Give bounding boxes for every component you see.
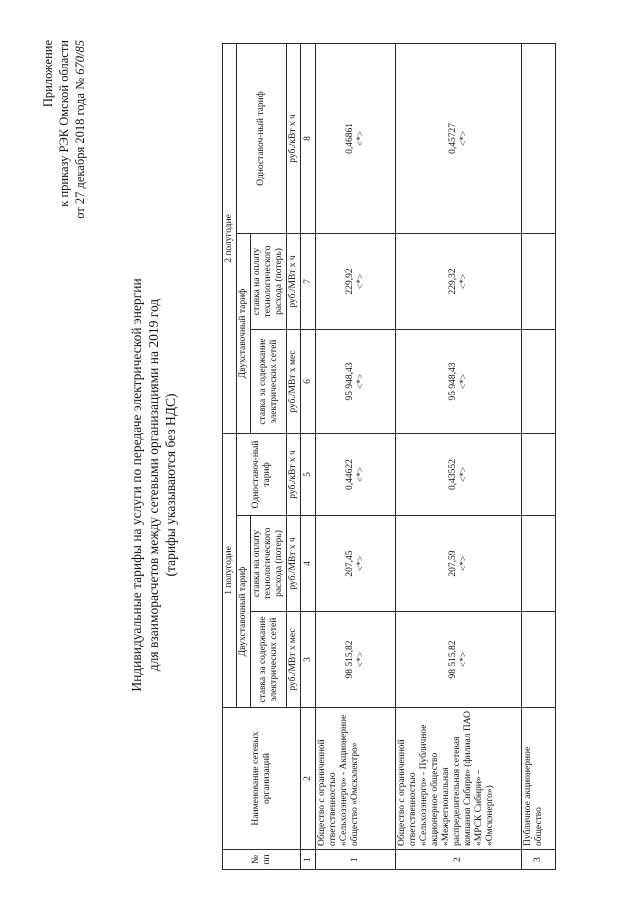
row-value-cell <box>316 329 396 433</box>
row-empty-cell <box>522 433 556 515</box>
header-losses-2: ставка на оплату технологического расхода (потерь) <box>251 233 287 329</box>
row-organization-name: Публичное акционерное общество <box>522 708 556 850</box>
appendix-order-number: 670/85 <box>73 40 87 75</box>
row-value: 207,45 <box>344 550 355 577</box>
row-value-cell <box>396 612 522 708</box>
header-two-rate-1: Двухставочный тариф <box>237 516 251 708</box>
header-name: Наименование сетевых организаций <box>223 708 301 850</box>
header-losses-1: ставка на оплату технологического расхода (потерь) <box>251 516 287 612</box>
appendix-date-text: от 27 декабря 2018 года № <box>73 77 87 219</box>
row-organization-name: Общество с ограниченной ответственностью «Сельхозэнерго» - Публичное акционерное общество «Межрегиональная распределительная сетевая компания Сибири» (филиал ПАО «МРСК Сибири» – «Омскэнерго») <box>396 708 522 850</box>
document-title <box>128 205 179 765</box>
row-num: 1 <box>316 850 396 870</box>
row-num: 3 <box>522 850 556 870</box>
col-index-2: 2 <box>301 708 316 850</box>
row-value: 207,59 <box>447 550 458 577</box>
col-index-1: 1 <box>301 850 316 870</box>
row-value: 0,45727 <box>447 123 458 154</box>
header-maintenance-2: ставка за содержание электрических сетей <box>251 329 287 433</box>
row-value-cell <box>396 516 522 612</box>
header-half-2: 2 полугодие <box>223 43 237 433</box>
row-value-cell <box>396 43 522 233</box>
row-empty-cell <box>522 612 556 708</box>
col-index-8: 8 <box>301 43 316 233</box>
unit-col-4: руб./МВт х ч <box>287 516 301 612</box>
header-one-rate-2: Одноставоч-ный тариф <box>237 43 287 233</box>
title-line-3: (тарифы указываются без НДС) <box>163 393 178 577</box>
unit-col-8: руб./кВт х ч <box>287 43 301 233</box>
table-row <box>396 43 522 869</box>
row-value-cell <box>316 516 396 612</box>
row-value: 98 515,82 <box>447 640 458 679</box>
unit-col-6: руб./МВт х мес <box>287 329 301 433</box>
row-note: <*> <box>355 130 366 147</box>
table-row <box>522 43 556 869</box>
row-value: 229,32 <box>447 268 458 295</box>
row-value-cell <box>316 233 396 329</box>
row-note: <*> <box>458 651 469 668</box>
table-row <box>316 43 396 869</box>
row-organization-name: Общество с ограниченной ответственностью «Сельхозэнерго» - Акционерное общество «Омскэлектро» <box>316 708 396 850</box>
row-value: 0,43552 <box>447 459 458 490</box>
row-empty-cell <box>522 43 556 233</box>
row-value: 95 948,43 <box>344 362 355 401</box>
header-half-1: 1 полугодие <box>223 433 237 707</box>
row-value-cell <box>316 612 396 708</box>
row-value: 0,44622 <box>344 459 355 490</box>
row-value-cell <box>316 43 396 233</box>
row-note: <*> <box>458 130 469 147</box>
row-num: 2 <box>396 850 522 870</box>
unit-col-3: руб./МВт х мес <box>287 612 301 708</box>
header-maintenance-1: ставка за содержание электрических сетей <box>251 612 287 708</box>
title-line-1: Индивидуальные тарифы на услуги по передаче электрической энергии <box>129 278 144 692</box>
header-one-rate-1: Одноставоч-ный тариф <box>237 433 287 515</box>
title-line-2: для взаиморасчетов между сетевыми организациями на 2019 год <box>146 298 161 672</box>
row-value-cell <box>396 233 522 329</box>
row-value: 0,46861 <box>344 123 355 154</box>
row-note: <*> <box>355 373 366 390</box>
row-value: 95 948,43 <box>447 362 458 401</box>
row-value: 98 515,82 <box>344 640 355 679</box>
row-value-cell <box>396 433 522 515</box>
row-note: <*> <box>458 466 469 483</box>
unit-col-5: руб./кВт х ч <box>287 433 301 515</box>
row-value-cell <box>316 433 396 515</box>
column-index-row <box>301 43 316 869</box>
row-note: <*> <box>458 273 469 290</box>
header-row-1 <box>223 43 237 869</box>
row-note: <*> <box>355 466 366 483</box>
row-empty-cell <box>522 233 556 329</box>
col-index-4: 4 <box>301 516 316 612</box>
col-index-5: 5 <box>301 433 316 515</box>
tariff-table <box>222 43 556 870</box>
appendix-heading: Приложение <box>41 40 55 108</box>
row-empty-cell <box>522 516 556 612</box>
appendix-order-date <box>72 40 88 340</box>
row-note: <*> <box>458 555 469 572</box>
row-value: 229,92 <box>344 268 355 295</box>
col-index-3: 3 <box>301 612 316 708</box>
appendix-order-ref: к приказу РЭК Омской области <box>57 40 71 207</box>
row-value-cell <box>396 329 522 433</box>
appendix-block <box>40 40 88 340</box>
col-index-6: 6 <box>301 329 316 433</box>
row-note: <*> <box>355 273 366 290</box>
row-note: <*> <box>458 373 469 390</box>
unit-col-7: руб./МВт х ч <box>287 233 301 329</box>
header-num: № пп <box>223 850 301 870</box>
row-empty-cell <box>522 329 556 433</box>
header-two-rate-2: Двухставочный тариф <box>237 233 251 433</box>
row-note: <*> <box>355 651 366 668</box>
row-note: <*> <box>355 555 366 572</box>
col-index-7: 7 <box>301 233 316 329</box>
